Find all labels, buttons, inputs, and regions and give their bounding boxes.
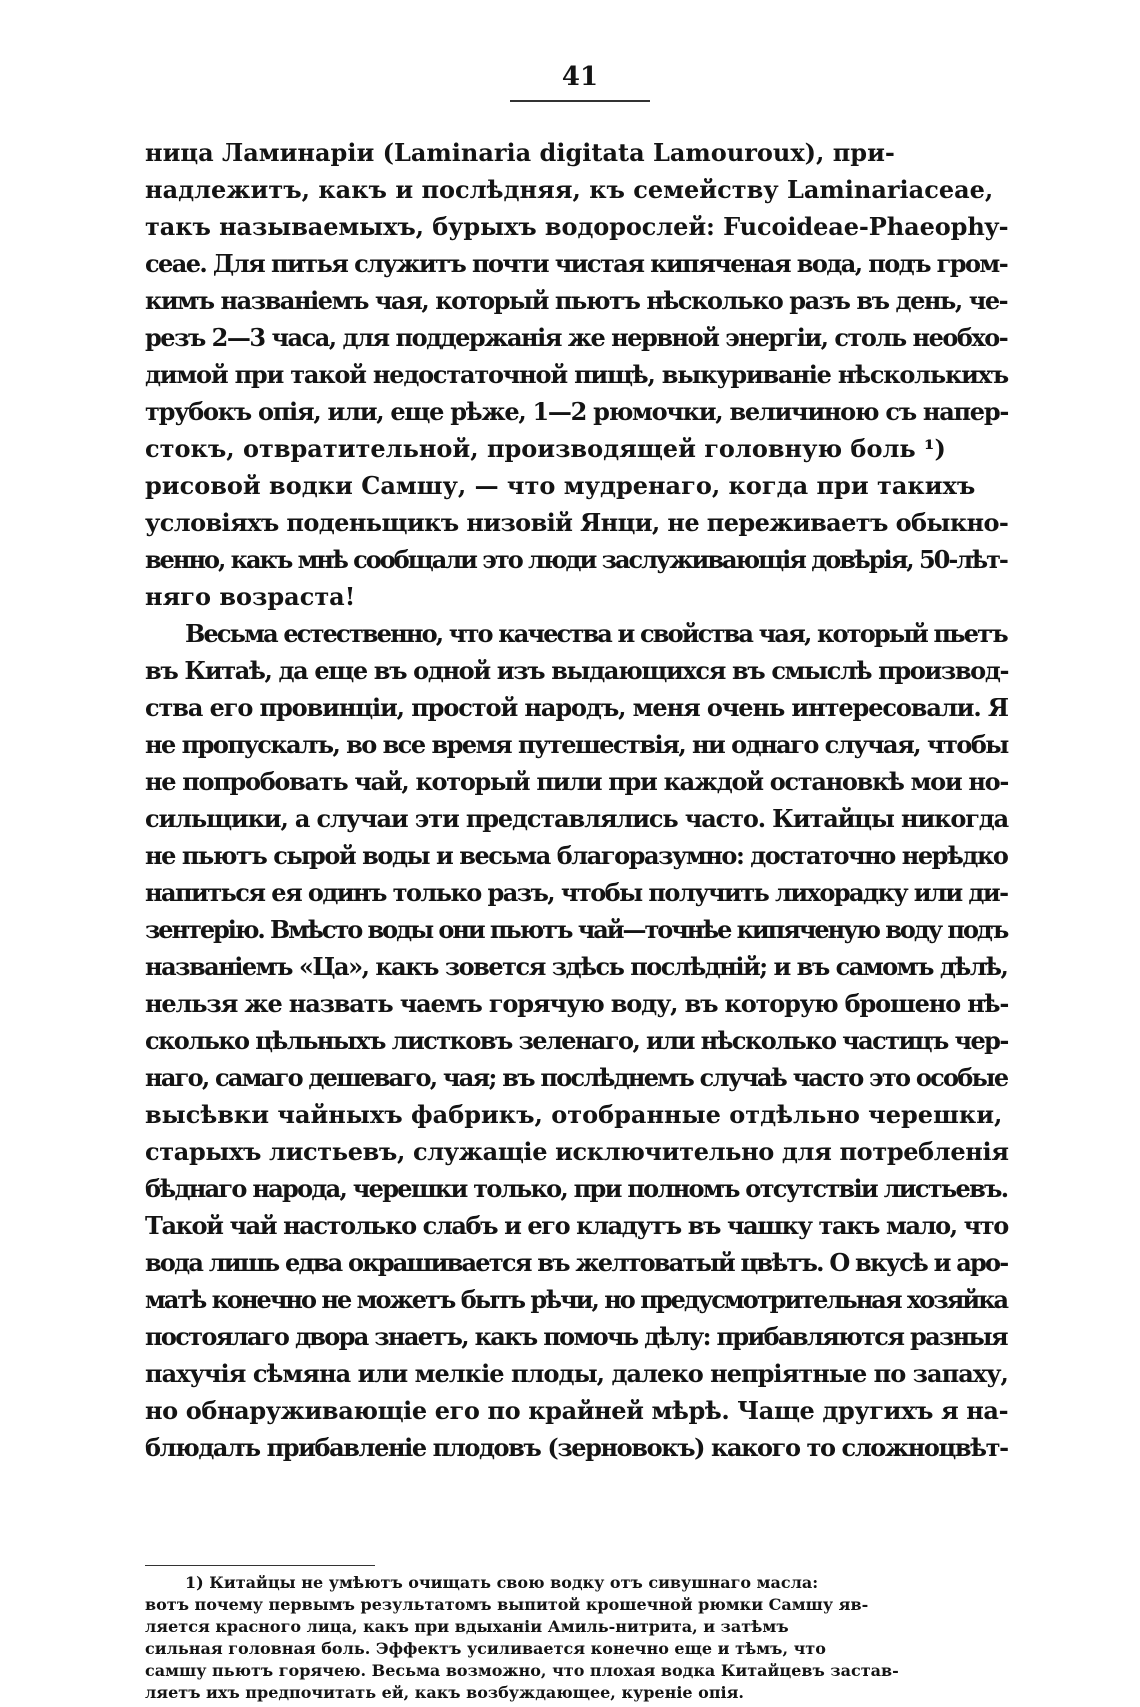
text-line: вода лишь едва окрашивается въ желтоватый цвѣтъ. О вкусѣ и аро- — [145, 1248, 1008, 1277]
text-line: блюдалъ прибавленіе плодовъ (зерновокъ) какого то сложноцвѣт- — [145, 1433, 1008, 1462]
text-line: ница Ламинаріи (Laminaria digitata Lamouroux), при- — [145, 138, 895, 167]
text-line: ceae. Для питья служитъ почти чистая кипяченая вода, подъ гром- — [145, 249, 1008, 278]
footnote-line: ляется красного лица, какъ при вдыханіи Амиль-нитрита, и затѣмъ — [145, 1617, 789, 1636]
text-line: трубокъ опія, или, еще рѣже, 1—2 рюмочки, величиною съ напер- — [145, 397, 1009, 426]
footnote-line: сильная головная боль. Эффектъ усиливается конечно еще и тѣмъ, что — [145, 1639, 826, 1658]
text-line: Такой чай настолько слабъ и его кладутъ въ чашку такъ мало, что — [145, 1211, 1008, 1240]
footnote-line: вотъ почему первымъ результатомъ выпитой крошечной рюмки Самшу яв- — [145, 1595, 869, 1614]
footnote-line: самшу пьютъ горячею. Весьма возможно, что плохая водка Китайцевъ застав- — [145, 1661, 899, 1680]
footnote-line: 1) Китайцы не умѣютъ очищать свою водку отъ сивушнаго масла: — [185, 1573, 819, 1592]
text-line: въ Китаѣ, да еще въ одной изъ выдающихся въ смыслѣ производ- — [145, 656, 1009, 685]
text-line: названіемъ «Ца», какъ зовется здѣсь послѣдній; и въ самомъ дѣлѣ, — [145, 952, 1008, 981]
text-line: ства его провинціи, простой народъ, меня очень интересовали. Я — [145, 693, 1008, 722]
text-line: не попробовать чай, который пили при каждой остановкѣ мои но- — [145, 767, 1009, 796]
text-line: нельзя же назвать чаемъ горячую воду, въ которую брошено нѣ- — [145, 989, 1009, 1018]
footnote-line: ляетъ ихъ предпочитать ей, какъ возбуждающее, куреніе опія. — [145, 1683, 744, 1702]
text-line: не пьютъ сырой воды и весьма благоразумно: достаточно нерѣдко — [145, 841, 1008, 870]
text-line: но обнаруживающіе его по крайней мѣрѣ. Чаще другихъ я на- — [145, 1396, 1009, 1425]
text-line: постоялаго двора знаетъ, какъ помочь дѣлу: прибавляются разныя — [145, 1322, 1007, 1351]
text-line: стокъ, отвратительной, производящей головную боль ¹) — [145, 434, 946, 463]
text-line: старыхъ листьевъ, служащіе исключительно для потребленія — [145, 1137, 1009, 1166]
text-line: кимъ названіемъ чая, который пьютъ нѣсколько разъ въ день, че- — [145, 286, 1008, 315]
footnotes — [145, 1572, 1009, 1704]
header-rule — [510, 100, 650, 102]
text-line: сколько цѣльныхъ листковъ зеленаго, или нѣсколько частицъ чер- — [145, 1026, 1008, 1055]
text-line: рисовой водки Самшу, — что мудренаго, когда при такихъ — [145, 471, 976, 500]
text-line: няго возраста! — [145, 582, 356, 611]
text-line: надлежитъ, какъ и послѣдняя, къ семейству Laminariaceae, — [145, 175, 994, 204]
body-text — [145, 134, 1009, 1466]
text-line: условіяхъ поденьщикъ низовій Янци, не переживаетъ обыкно- — [145, 508, 1009, 537]
footnote-rule — [145, 1565, 375, 1566]
text-line: напиться ея одинъ только разъ, чтобы получить лихорадку или ди- — [145, 878, 1008, 907]
text-line: резъ 2—3 часа, для поддержанія же нервной энергіи, столь необхо- — [145, 323, 1008, 352]
text-line: не пропускалъ, во все время путешествія, ни однаго случая, чтобы — [145, 730, 1008, 759]
text-line: зентерію. Вмѣсто воды они пьютъ чай—точнѣе кипяченую воду подъ — [145, 915, 1008, 944]
text-line: бѣднаго народа, черешки только, при полномъ отсутствіи листьевъ. — [145, 1174, 1008, 1203]
paragraph-start-line: Весьма естественно, что качества и свойства чая, который пьетъ — [185, 619, 1007, 648]
text-line: такъ называемыхъ, бурыхъ водорослей: Fucoideae-Phaeophy- — [145, 212, 1009, 241]
page-number: 41 — [561, 62, 599, 92]
text-line: димой при такой недостаточной пищѣ, выкуриваніе нѣсколькихъ — [145, 360, 1009, 389]
text-line: матѣ конечно не можетъ быть рѣчи, но предусмотрительная хозяйка — [145, 1285, 1008, 1314]
text-line: пахучія сѣмяна или мелкіе плоды, далеко непріятные по запаху, — [145, 1359, 1008, 1388]
text-line: сильщики, а случаи эти представлялись часто. Китайцы никогда — [145, 804, 1009, 833]
text-line: венно, какъ мнѣ сообщали это люди заслуживающія довѣрія, 50-лѣт- — [145, 545, 1007, 574]
text-line: наго, самаго дешеваго, чая; въ послѣднемъ случаѣ часто это особые — [145, 1063, 1008, 1092]
text-line: высѣвки чайныхъ фабрикъ, отобранные отдѣльно черешки, — [145, 1100, 1003, 1129]
